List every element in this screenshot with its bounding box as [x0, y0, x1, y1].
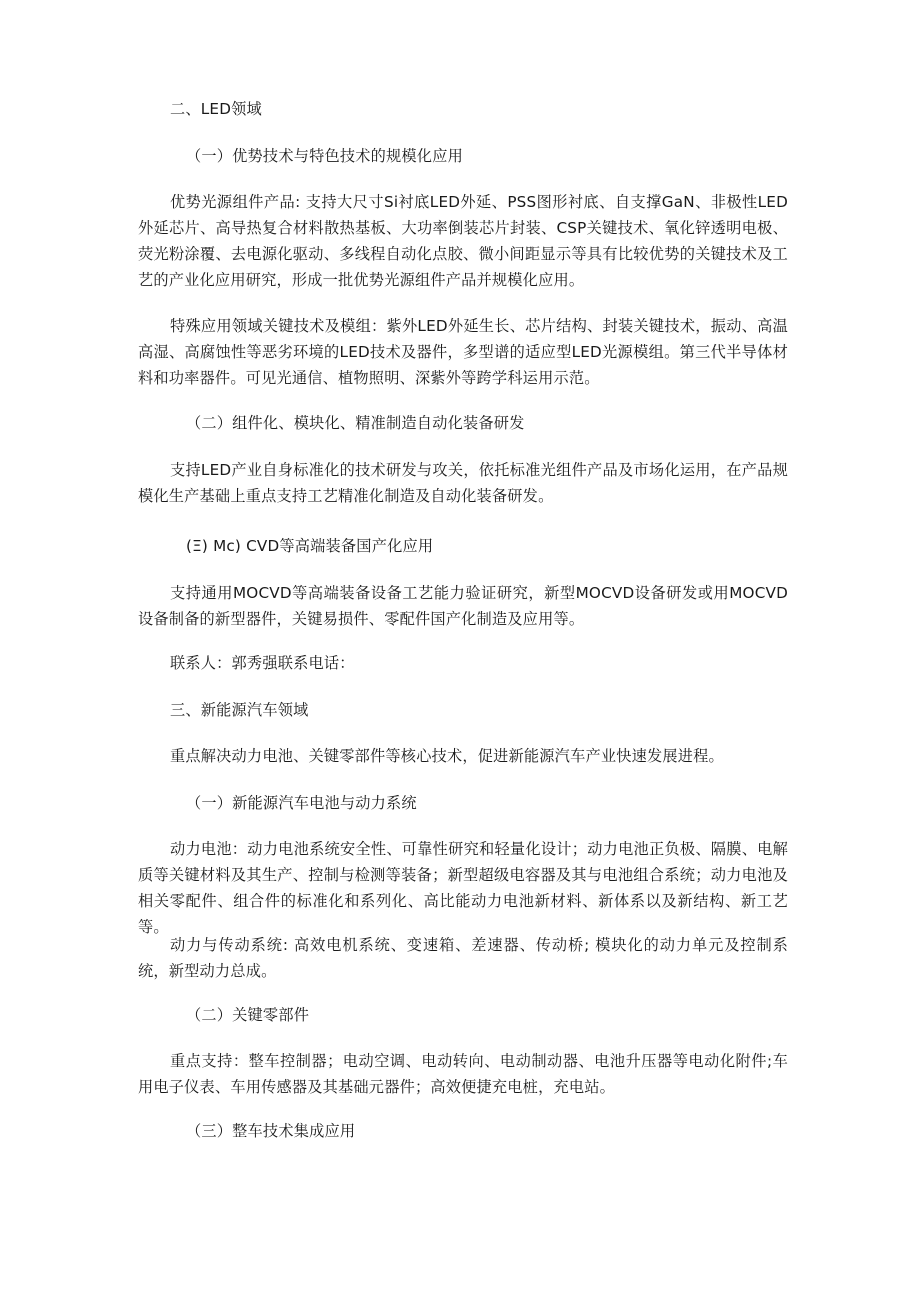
- section-heading-led: 二、LED领域: [170, 100, 262, 118]
- paragraph-power-battery: 动力电池：动力电池系统安全性、可靠性研究和轻量化设计；动力电池正负极、隔膜、电解质等关键材料及其生产、控制与检测等装备；新型超级电容器及其与电池组合系统；动力电池及相关零配件、组合件的标准化和系列化、高比能动力电池新材料、新体系以及新结构、新工艺等。: [138, 840, 788, 936]
- subsection-heading-key-components: （二）关键零部件: [186, 1006, 310, 1024]
- paragraph-power-transmission: 动力与传动系统: 高效电机系统、变速箱、差速器、传动桥; 模块化的动力单元及控制系统，新型动力总成。: [138, 936, 788, 980]
- subsection-heading-battery-power-system: （一）新能源汽车电池与动力系统: [186, 794, 417, 812]
- paragraph-led-standardization: 支持LED产业自身标准化的技术研发与攻关，依托标准光组件产品及市场化运用，在产品规模化生产基础上重点支持工艺精准化制造及自动化装备研发。: [138, 461, 788, 505]
- section-heading-new-energy-vehicle: 三、新能源汽车领域: [170, 701, 309, 719]
- paragraph-nev-overview: 重点解决动力电池、关键零部件等核心技术，促进新能源汽车产业快速发展进程。: [170, 747, 724, 765]
- paragraph-key-components: 重点支持：整车控制器；电动空调、电动转向、电动制动器、电池升压器等电动化附件;车用电子仪表、车用传感器及其基础元器件；高效便捷充电桩，充电站。: [138, 1052, 788, 1096]
- subsection-heading-mocvd: (Ξ) Mc) CVD等高端装备国产化应用: [186, 537, 434, 555]
- subsection-heading-vehicle-integration: （三）整车技术集成应用: [186, 1122, 356, 1140]
- contact-line: 联系人：郭秀强联系电话：: [170, 654, 355, 672]
- paragraph-advantage-light-source: 优势光源组件产品: 支持大尺寸Si衬底LED外延、PSS图形衬底、自支撑GaN、非极性LED外延芯片、高导热复合材料散热基板、大功率倒装芯片封装、CSP关键技术、氧化锌透明电极、荧光粉涂覆、去电源化驱动、多线程自动化点胶、微小间距显示等具有比较优势的关键技术及工艺的产业化应用研究，形成一批优势光源组件产品并规模化应用。: [138, 193, 788, 289]
- subsection-heading-advantage-tech: （一）优势技术与特色技术的规模化应用: [186, 147, 463, 165]
- paragraph-mocvd: 支持通用MOCVD等高端装备设备工艺能力验证研究，新型MOCVD设备研发或用MOCVD设备制备的新型器件，关键易损件、零配件国产化制造及应用等。: [138, 584, 788, 628]
- paragraph-special-application: 特殊应用领域关键技术及模组：紫外LED外延生长、芯片结构、封装关键技术，振动、高温高湿、高腐蚀性等恶劣环境的LED技术及器件，多型谱的适应型LED光源模组。第三代半导体材料和功率器件。可见光通信、植物照明、深紫外等跨学科运用示范。: [138, 317, 788, 387]
- subsection-heading-automation-equipment: （二）组件化、模块化、精准制造自动化装备研发: [186, 414, 525, 432]
